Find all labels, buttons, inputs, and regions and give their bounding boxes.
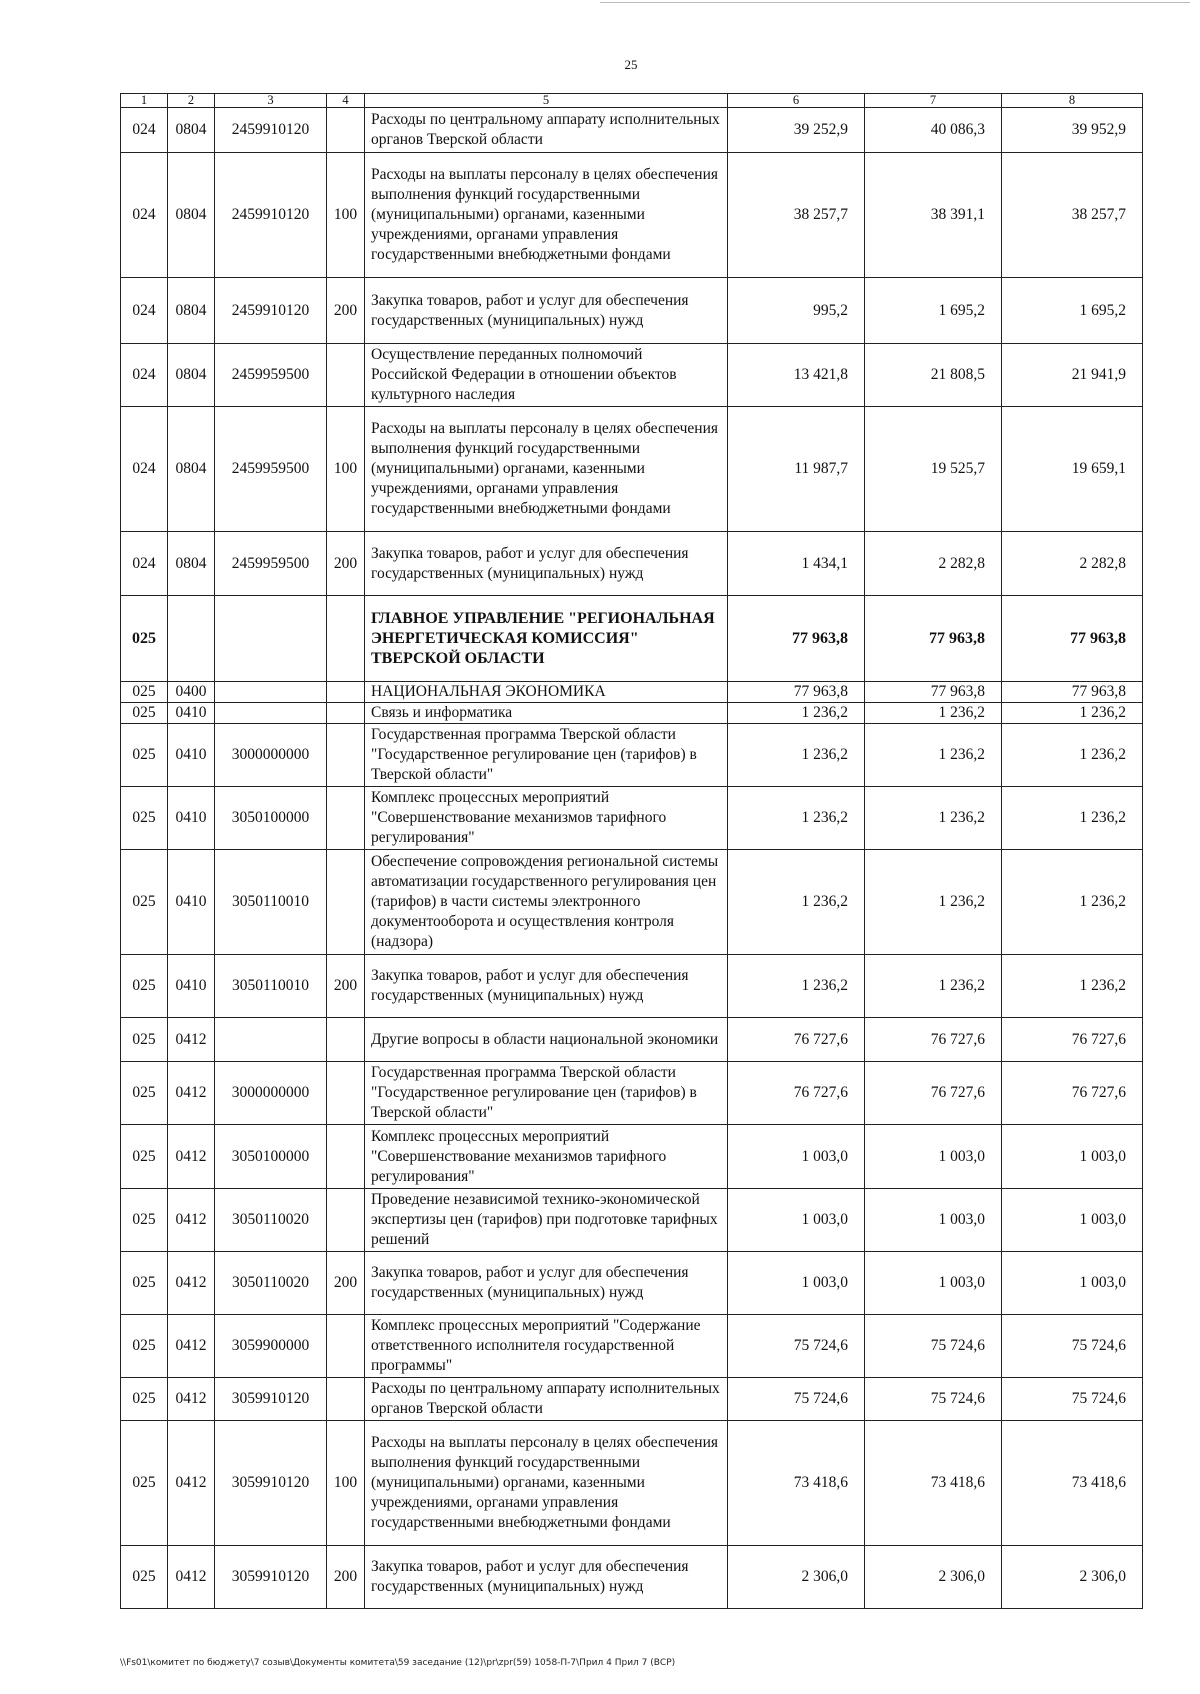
table-row: [121, 1421, 1143, 1546]
cell-amount-year3: 76 727,6: [1002, 1062, 1143, 1125]
budget-table: [120, 93, 1143, 1609]
cell-section-code: 0804: [168, 344, 215, 407]
cell-section-code: 0412: [168, 1018, 215, 1062]
cell-amount-year1: 1 236,2: [728, 850, 865, 955]
cell-section-code: 0804: [168, 153, 215, 278]
table-row: [121, 1252, 1143, 1315]
cell-expense-type: [327, 596, 365, 682]
cell-amount-year3: 1 695,2: [1002, 278, 1143, 344]
cell-expense-type: 100: [327, 1421, 365, 1546]
cell-description: Закупка товаров, работ и услуг для обеспечения государственных (муниципальных) нужд: [365, 1252, 728, 1315]
cell-target-code: 3050110020: [215, 1189, 327, 1252]
column-header-row: [121, 94, 1143, 108]
table-row: [121, 787, 1143, 850]
cell-target-code: [215, 596, 327, 682]
cell-description: Другие вопросы в области национальной экономики: [365, 1018, 728, 1062]
cell-amount-year1: 73 418,6: [728, 1421, 865, 1546]
cell-admin-code: 025: [121, 1189, 168, 1252]
cell-amount-year1: 995,2: [728, 278, 865, 344]
cell-amount-year1: 39 252,9: [728, 108, 865, 153]
cell-target-code: 2459959500: [215, 532, 327, 596]
cell-expense-type: [327, 1378, 365, 1421]
cell-amount-year1: 1 236,2: [728, 787, 865, 850]
cell-description: Расходы по центральному аппарату исполнительных органов Тверской области: [365, 108, 728, 153]
cell-section-code: 0804: [168, 407, 215, 532]
cell-amount-year3: 2 306,0: [1002, 1546, 1143, 1609]
column-header: 4: [327, 94, 365, 108]
cell-description: Расходы на выплаты персоналу в целях обеспечения выполнения функций государственными (муниципальными) органами, казенными учреждениями, органами управления государственными внебюджетными фондами: [365, 153, 728, 278]
cell-amount-year1: 1 236,2: [728, 703, 865, 724]
table-row: [121, 532, 1143, 596]
cell-description: Расходы на выплаты персоналу в целях обеспечения выполнения функций государственными (муниципальными) органами, казенными учреждениями, органами управления государственными внебюджетными фондами: [365, 1421, 728, 1546]
cell-amount-year2: 1 695,2: [865, 278, 1002, 344]
cell-expense-type: [327, 1062, 365, 1125]
page-number: 25: [624, 57, 638, 72]
cell-expense-type: [327, 1125, 365, 1189]
cell-amount-year3: 75 724,6: [1002, 1315, 1143, 1378]
column-header: 7: [865, 94, 1002, 108]
cell-amount-year3: 21 941,9: [1002, 344, 1143, 407]
cell-admin-code: 025: [121, 596, 168, 682]
cell-amount-year2: 1 003,0: [865, 1189, 1002, 1252]
cell-amount-year3: 1 236,2: [1002, 703, 1143, 724]
cell-target-code: [215, 1018, 327, 1062]
cell-amount-year3: 38 257,7: [1002, 153, 1143, 278]
cell-amount-year2: 1 236,2: [865, 703, 1002, 724]
cell-admin-code: 024: [121, 532, 168, 596]
cell-description: НАЦИОНАЛЬНАЯ ЭКОНОМИКА: [365, 682, 728, 703]
cell-section-code: 0412: [168, 1189, 215, 1252]
cell-amount-year2: 76 727,6: [865, 1018, 1002, 1062]
cell-description: Связь и информатика: [365, 703, 728, 724]
cell-amount-year3: 39 952,9: [1002, 108, 1143, 153]
cell-amount-year2: 76 727,6: [865, 1062, 1002, 1125]
cell-admin-code: 024: [121, 153, 168, 278]
table-row: [121, 955, 1143, 1018]
cell-amount-year1: 1 003,0: [728, 1125, 865, 1189]
cell-amount-year3: 1 236,2: [1002, 850, 1143, 955]
cell-amount-year2: 19 525,7: [865, 407, 1002, 532]
cell-expense-type: 200: [327, 1546, 365, 1609]
cell-admin-code: 025: [121, 1018, 168, 1062]
cell-amount-year3: 1 003,0: [1002, 1252, 1143, 1315]
cell-target-code: 3050110020: [215, 1252, 327, 1315]
cell-amount-year1: 1 003,0: [728, 1189, 865, 1252]
cell-amount-year2: 2 306,0: [865, 1546, 1002, 1609]
cell-admin-code: 025: [121, 682, 168, 703]
cell-amount-year2: 1 236,2: [865, 787, 1002, 850]
cell-amount-year2: 1 236,2: [865, 724, 1002, 787]
cell-amount-year1: 1 236,2: [728, 724, 865, 787]
cell-description: Проведение независимой технико-экономической экспертизы цен (тарифов) при подготовке тарифных решений: [365, 1189, 728, 1252]
cell-amount-year2: 2 282,8: [865, 532, 1002, 596]
cell-amount-year3: 1 236,2: [1002, 724, 1143, 787]
column-header: 5: [365, 94, 728, 108]
cell-admin-code: 025: [121, 1252, 168, 1315]
cell-target-code: 2459959500: [215, 344, 327, 407]
cell-amount-year1: 1 236,2: [728, 955, 865, 1018]
cell-section-code: 0412: [168, 1378, 215, 1421]
cell-expense-type: [327, 850, 365, 955]
cell-target-code: 3000000000: [215, 724, 327, 787]
table-row: [121, 596, 1143, 682]
cell-expense-type: 200: [327, 278, 365, 344]
cell-section-code: 0804: [168, 108, 215, 153]
table-row: [121, 1018, 1143, 1062]
cell-amount-year2: 1 236,2: [865, 955, 1002, 1018]
cell-description: Государственная программа Тверской области "Государственное регулирование цен (тарифов) в Тверской области": [365, 1062, 728, 1125]
cell-target-code: [215, 682, 327, 703]
cell-section-code: 0804: [168, 532, 215, 596]
cell-admin-code: 025: [121, 703, 168, 724]
cell-admin-code: 025: [121, 787, 168, 850]
table-row: [121, 724, 1143, 787]
cell-target-code: 2459910120: [215, 108, 327, 153]
cell-amount-year2: 75 724,6: [865, 1378, 1002, 1421]
cell-section-code: [168, 596, 215, 682]
cell-amount-year1: 2 306,0: [728, 1546, 865, 1609]
cell-amount-year1: 77 963,8: [728, 682, 865, 703]
cell-amount-year1: 77 963,8: [728, 596, 865, 682]
cell-amount-year3: 77 963,8: [1002, 682, 1143, 703]
cell-expense-type: 200: [327, 955, 365, 1018]
cell-description: ГЛАВНОЕ УПРАВЛЕНИЕ "РЕГИОНАЛЬНАЯ ЭНЕРГЕТИЧЕСКАЯ КОМИССИЯ" ТВЕРСКОЙ ОБЛАСТИ: [365, 596, 728, 682]
cell-amount-year3: 76 727,6: [1002, 1018, 1143, 1062]
cell-target-code: 2459910120: [215, 153, 327, 278]
cell-target-code: 3050110010: [215, 850, 327, 955]
table-row: [121, 1125, 1143, 1189]
cell-admin-code: 025: [121, 850, 168, 955]
table-row: [121, 1546, 1143, 1609]
table-row: [121, 682, 1143, 703]
cell-amount-year3: 77 963,8: [1002, 596, 1143, 682]
cell-amount-year1: 13 421,8: [728, 344, 865, 407]
cell-section-code: 0400: [168, 682, 215, 703]
cell-admin-code: 025: [121, 1125, 168, 1189]
table-row: [121, 1062, 1143, 1125]
cell-section-code: 0412: [168, 1546, 215, 1609]
cell-description: Закупка товаров, работ и услуг для обеспечения государственных (муниципальных) нужд: [365, 1546, 728, 1609]
cell-section-code: 0412: [168, 1062, 215, 1125]
cell-target-code: 3050100000: [215, 787, 327, 850]
cell-section-code: 0412: [168, 1315, 215, 1378]
cell-description: Комплекс процессных мероприятий "Совершенствование механизмов тарифного регулирования": [365, 787, 728, 850]
cell-amount-year2: 1 003,0: [865, 1252, 1002, 1315]
cell-target-code: 3059900000: [215, 1315, 327, 1378]
cell-description: Закупка товаров, работ и услуг для обеспечения государственных (муниципальных) нужд: [365, 532, 728, 596]
cell-admin-code: 025: [121, 724, 168, 787]
table-row: [121, 407, 1143, 532]
cell-admin-code: 024: [121, 344, 168, 407]
cell-amount-year2: 38 391,1: [865, 153, 1002, 278]
cell-amount-year2: 77 963,8: [865, 682, 1002, 703]
cell-amount-year1: 1 434,1: [728, 532, 865, 596]
cell-target-code: 2459910120: [215, 278, 327, 344]
cell-expense-type: [327, 724, 365, 787]
cell-expense-type: 200: [327, 1252, 365, 1315]
cell-target-code: 3050100000: [215, 1125, 327, 1189]
cell-section-code: 0410: [168, 724, 215, 787]
cell-section-code: 0412: [168, 1252, 215, 1315]
cell-expense-type: [327, 1189, 365, 1252]
cell-amount-year2: 1 003,0: [865, 1125, 1002, 1189]
cell-description: Закупка товаров, работ и услуг для обеспечения государственных (муниципальных) нужд: [365, 278, 728, 344]
column-header: 6: [728, 94, 865, 108]
cell-description: Расходы по центральному аппарату исполнительных органов Тверской области: [365, 1378, 728, 1421]
table-row: [121, 703, 1143, 724]
cell-section-code: 0412: [168, 1421, 215, 1546]
cell-admin-code: 025: [121, 955, 168, 1018]
cell-amount-year1: 75 724,6: [728, 1378, 865, 1421]
cell-target-code: [215, 703, 327, 724]
cell-admin-code: 025: [121, 1378, 168, 1421]
footer-file-path: \\Fs01\комитет по бюджету\7 созыв\Документы комитета\59 заседание (12)\pr\zpr(59) 1058-П-7\Прил 4 Прил 7 (ВСР): [120, 1658, 676, 1668]
cell-amount-year2: 21 808,5: [865, 344, 1002, 407]
table-row: [121, 278, 1143, 344]
cell-admin-code: 025: [121, 1421, 168, 1546]
cell-section-code: 0804: [168, 278, 215, 344]
cell-admin-code: 025: [121, 1546, 168, 1609]
cell-section-code: 0410: [168, 787, 215, 850]
cell-expense-type: 200: [327, 532, 365, 596]
cell-expense-type: [327, 1018, 365, 1062]
column-header: 1: [121, 94, 168, 108]
cell-target-code: 3059910120: [215, 1546, 327, 1609]
cell-target-code: 3059910120: [215, 1378, 327, 1421]
table-row: [121, 108, 1143, 153]
cell-admin-code: 024: [121, 407, 168, 532]
cell-amount-year3: 1 003,0: [1002, 1125, 1143, 1189]
cell-amount-year1: 11 987,7: [728, 407, 865, 532]
cell-expense-type: 100: [327, 153, 365, 278]
cell-amount-year1: 75 724,6: [728, 1315, 865, 1378]
table-row: [121, 344, 1143, 407]
cell-description: Осуществление переданных полномочий Российской Федерации в отношении объектов культурного наследия: [365, 344, 728, 407]
cell-section-code: 0410: [168, 703, 215, 724]
cell-amount-year1: 1 003,0: [728, 1252, 865, 1315]
cell-expense-type: [327, 703, 365, 724]
cell-description: Закупка товаров, работ и услуг для обеспечения государственных (муниципальных) нужд: [365, 955, 728, 1018]
cell-amount-year1: 76 727,6: [728, 1062, 865, 1125]
cell-target-code: 2459959500: [215, 407, 327, 532]
cell-amount-year3: 19 659,1: [1002, 407, 1143, 532]
table-row: [121, 1189, 1143, 1252]
cell-admin-code: 024: [121, 108, 168, 153]
table-row: [121, 850, 1143, 955]
cell-description: Комплекс процессных мероприятий "Содержание ответственного исполнителя государственной программы": [365, 1315, 728, 1378]
cell-amount-year1: 38 257,7: [728, 153, 865, 278]
cell-amount-year2: 77 963,8: [865, 596, 1002, 682]
cell-description: Расходы на выплаты персоналу в целях обеспечения выполнения функций государственными (муниципальными) органами, казенными учреждениями, органами управления государственными внебюджетными фондами: [365, 407, 728, 532]
cell-amount-year2: 1 236,2: [865, 850, 1002, 955]
cell-section-code: 0410: [168, 850, 215, 955]
cell-expense-type: [327, 344, 365, 407]
cell-amount-year3: 75 724,6: [1002, 1378, 1143, 1421]
cell-amount-year3: 1 003,0: [1002, 1189, 1143, 1252]
column-header: 2: [168, 94, 215, 108]
cell-amount-year3: 1 236,2: [1002, 787, 1143, 850]
cell-target-code: 3050110010: [215, 955, 327, 1018]
cell-expense-type: [327, 108, 365, 153]
cell-description: Комплекс процессных мероприятий "Совершенствование механизмов тарифного регулирования": [365, 1125, 728, 1189]
cell-admin-code: 024: [121, 278, 168, 344]
table-row: [121, 153, 1143, 278]
cell-amount-year2: 75 724,6: [865, 1315, 1002, 1378]
cell-description: Обеспечение сопровождения региональной системы автоматизации государственного регулирования цен (тарифов) в части системы электронного документооборота и осуществления контроля (надзора): [365, 850, 728, 955]
cell-admin-code: 025: [121, 1062, 168, 1125]
cell-expense-type: [327, 787, 365, 850]
cell-target-code: 3059910120: [215, 1421, 327, 1546]
cell-description: Государственная программа Тверской области "Государственное регулирование цен (тарифов) в Тверской области": [365, 724, 728, 787]
cell-amount-year2: 73 418,6: [865, 1421, 1002, 1546]
cell-amount-year1: 76 727,6: [728, 1018, 865, 1062]
cell-amount-year3: 73 418,6: [1002, 1421, 1143, 1546]
cell-target-code: 3000000000: [215, 1062, 327, 1125]
cell-expense-type: 100: [327, 407, 365, 532]
table-body: [121, 94, 1143, 1609]
column-header: 3: [215, 94, 327, 108]
cell-section-code: 0412: [168, 1125, 215, 1189]
cell-expense-type: [327, 1315, 365, 1378]
scan-edge-line: [600, 2, 1190, 3]
table-row: [121, 1378, 1143, 1421]
cell-expense-type: [327, 682, 365, 703]
cell-admin-code: 025: [121, 1315, 168, 1378]
cell-section-code: 0410: [168, 955, 215, 1018]
column-header: 8: [1002, 94, 1143, 108]
cell-amount-year3: 2 282,8: [1002, 532, 1143, 596]
cell-amount-year3: 1 236,2: [1002, 955, 1143, 1018]
cell-amount-year2: 40 086,3: [865, 108, 1002, 153]
table-row: [121, 1315, 1143, 1378]
